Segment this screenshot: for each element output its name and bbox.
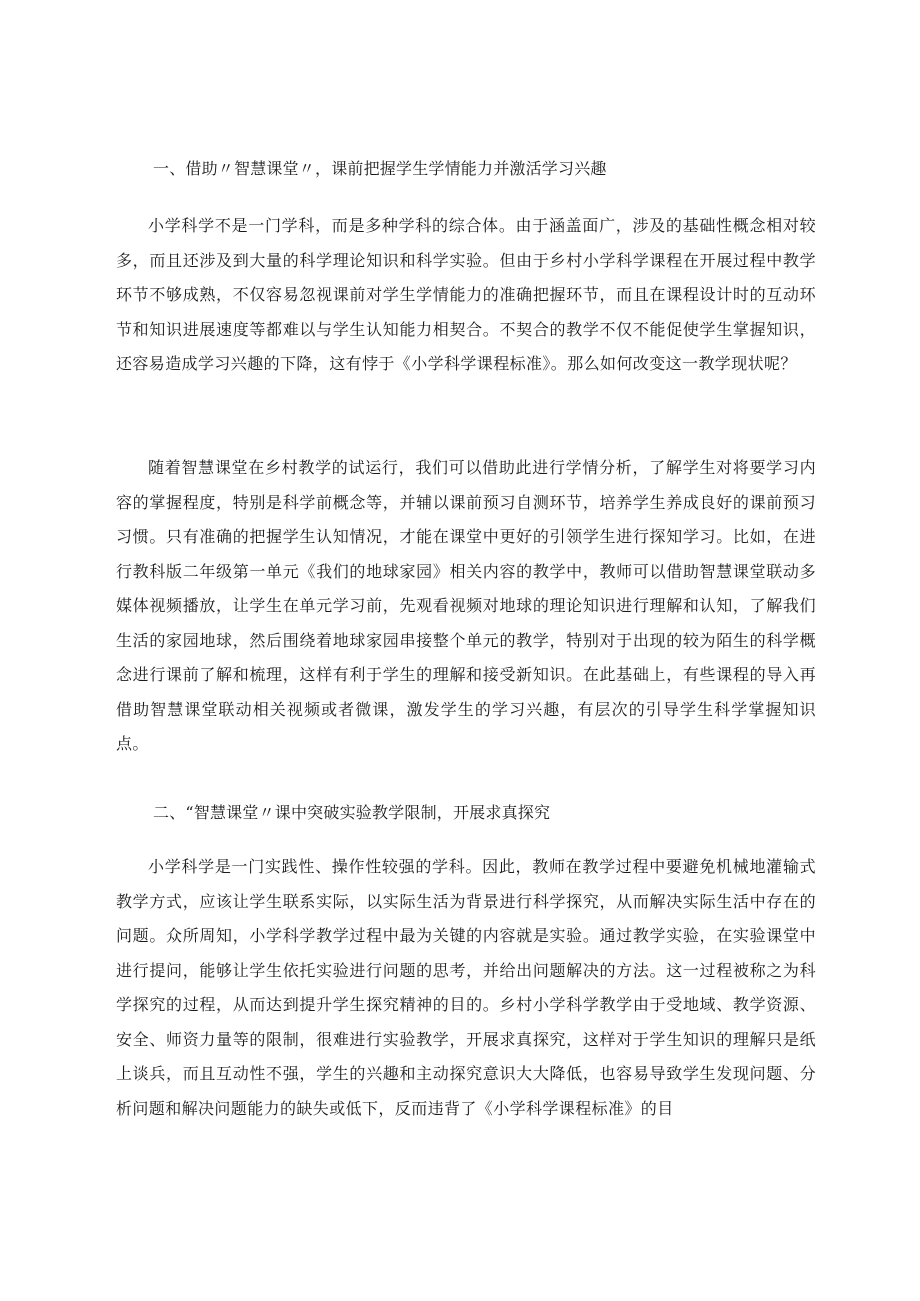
section-heading-1: 一、借助〃智慧课堂〃，课前把握学生学情能力并激活学习兴趣 bbox=[153, 159, 607, 178]
paragraph-3: 小学科学是一门实践性、操作性较强的学科。因此，教师在教学过程中要避免机械地灌输式教学方式，应该让学生联系实际，以实际生活为背景进行科学探究，从而解决实际生活中存在的问题。众所周知，小学科学教学过程中最为关键的内容就是实验。通过教学实验，在实验课堂中进行提问，能够让学生依托实验进行问题的思考，并给出问题解决的方法。这一过程被称之为科学探究的过程，从而达到提升学生探究精神的目的。乡村小学科学教学由于受地域、教学资源、安全、师资力量等的限制，很难进行实验教学，开展求真探究，这样对于学生知识的理解只是纸上谈兵，而且互动性不强，学生的兴趣和主动探究意识大大降低，也容易导致学生发现问题、分析问题和解决问题能力的缺失或低下，反而违背了《小学科学课程标准》的目 bbox=[116, 857, 816, 1118]
paragraph-2: 随着智慧课堂在乡村教学的试运行，我们可以借助此进行学情分析，了解学生对将要学习内容的掌握程度，特别是科学前概念等，并辅以课前预习自测环节，培养学生养成良好的课前预习习惯。只有准确的把握学生认知情况，才能在课堂中更好的引领学生进行探知学习。比如，在进行教科版二年级第一单元《我们的地球家园》相关内容的教学中，教师可以借助智慧课堂联动多媒体视频播放，让学生在单元学习前，先观看视频对地球的理论知识进行理解和认知，了解我们生活的家园地球，然后围绕着地球家园串接整个单元的教学，特别对于出现的较为陌生的科学概念进行课前了解和梳理，这样有利于学生的理解和接受新知识。在此基础上，有些课程的导入再借助智慧课堂联动相关视频或者微课，激发学生的学习兴趣，有层次的引导学生科学掌握知识点。 bbox=[116, 458, 816, 753]
section-heading-2: 二、“智慧课堂〃课中突破实验教学限制，开展求真探究 bbox=[153, 803, 551, 822]
paragraph-1: 小学科学不是一门学科，而是多种学科的综合体。由于涵盖面广，涉及的基础性概念相对较多，而且还涉及到大量的科学理论知识和科学实验。但由于乡村小学科学课程在开展过程中教学环节不够成熟，不仅容易忽视课前对学生学情能力的准确把握环节，而且在课程设计时的互动环节和知识进展速度等都难以与学生认知能力相契合。不契合的教学不仅不能促使学生掌握知识，还容易造成学习兴趣的下降，这有悖于《小学科学课程标准》。那么如何改变这一教学现状呢？ bbox=[116, 216, 816, 373]
